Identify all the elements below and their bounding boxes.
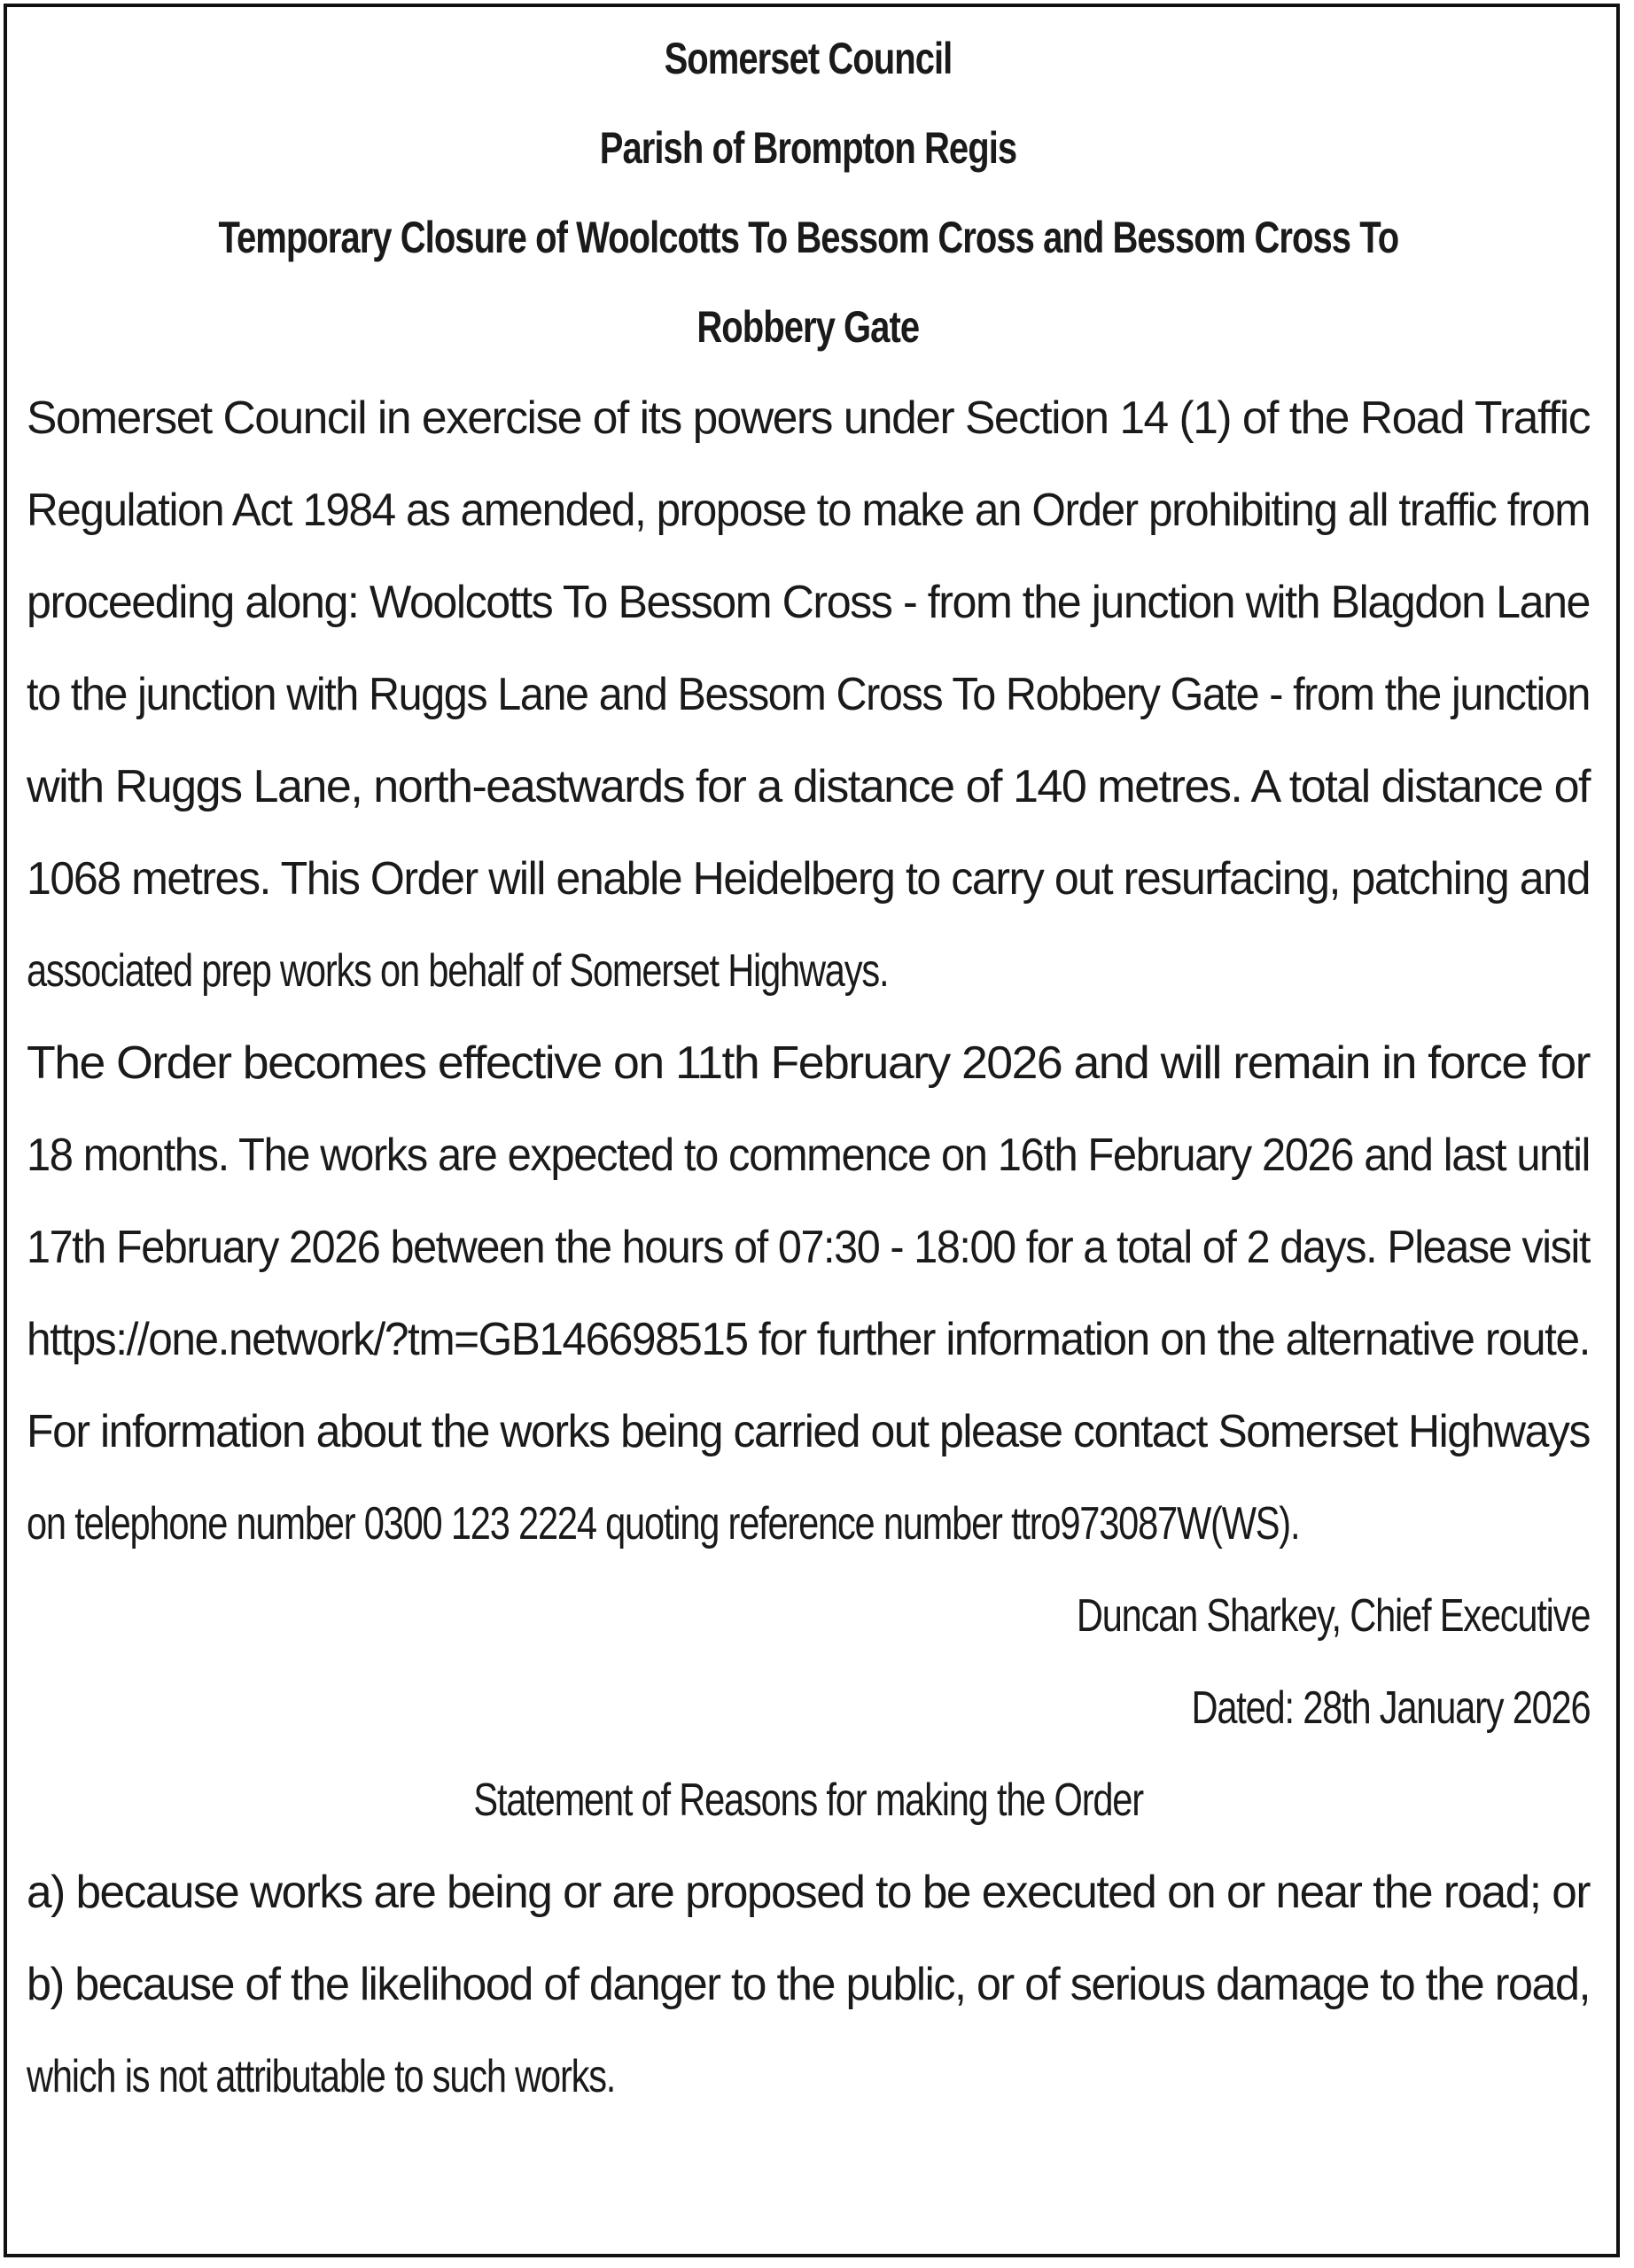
paragraph-1-line: Regulation Act 1984 as amended, propose to make an Order prohibiting all traffic from xyxy=(27,485,1590,536)
notice-content xyxy=(27,14,1590,2123)
paragraph-1-line: with Ruggs Lane, north-eastwards for a distance of 140 metres. A total distance of xyxy=(27,761,1590,812)
parish-name: Parish of Brompton Regis xyxy=(599,123,1017,173)
paragraph-2-line: 17th February 2026 between the hours of 07:30 - 18:00 for a total of 2 days. Please visit xyxy=(27,1222,1590,1273)
paragraph-1-line: associated prep works on behalf of Somerset Highways. xyxy=(27,945,889,997)
paragraph-2-line: 18 months. The works are expected to commence on 16th February 2026 and last until xyxy=(27,1130,1590,1181)
reason-line: which is not attributable to such works. xyxy=(27,2051,616,2102)
reason-line: a) because works are being or are proposed to be executed on or near the road; or xyxy=(27,1867,1590,1918)
reasons-title: Statement of Reasons for making the Order xyxy=(473,1775,1143,1826)
date-line: Dated: 28th January 2026 xyxy=(1191,1682,1590,1734)
paragraph-2-line: https://one.network/?tm=GB146698515 for further information on the alternative route. xyxy=(27,1314,1590,1365)
paragraph-2-line: on telephone number 0300 123 2224 quoting reference number ttro973087W(WS). xyxy=(27,1498,1300,1550)
paragraph-1-line: to the junction with Ruggs Lane and Bessom Cross To Robbery Gate - from the junction xyxy=(27,669,1590,720)
council-name: Somerset Council xyxy=(664,34,953,83)
paragraph-1-line: proceeding along: Woolcotts To Bessom Cross - from the junction with Blagdon Lane xyxy=(27,577,1590,628)
signatory: Duncan Sharkey, Chief Executive xyxy=(1076,1590,1590,1642)
paragraph-2-line: For information about the works being carried out please contact Somerset Highways xyxy=(27,1406,1590,1457)
paragraph-2-line: The Order becomes effective on 11th February 2026 and will remain in force for xyxy=(27,1037,1591,1089)
closure-title-line-2: Robbery Gate xyxy=(696,302,920,352)
paragraph-1-line: Somerset Council in exercise of its powers under Section 14 (1) of the Road Traffic xyxy=(27,392,1590,444)
reason-line: b) because of the likelihood of danger to the public, or of serious damage to the road, xyxy=(27,1959,1590,2010)
paragraph-1-line: 1068 metres. This Order will enable Heidelberg to carry out resurfacing, patching and xyxy=(27,853,1590,905)
closure-title-line-1: Temporary Closure of Woolcotts To Bessom Cross and Bessom Cross To xyxy=(218,213,1398,262)
notice-frame xyxy=(4,4,1620,2257)
